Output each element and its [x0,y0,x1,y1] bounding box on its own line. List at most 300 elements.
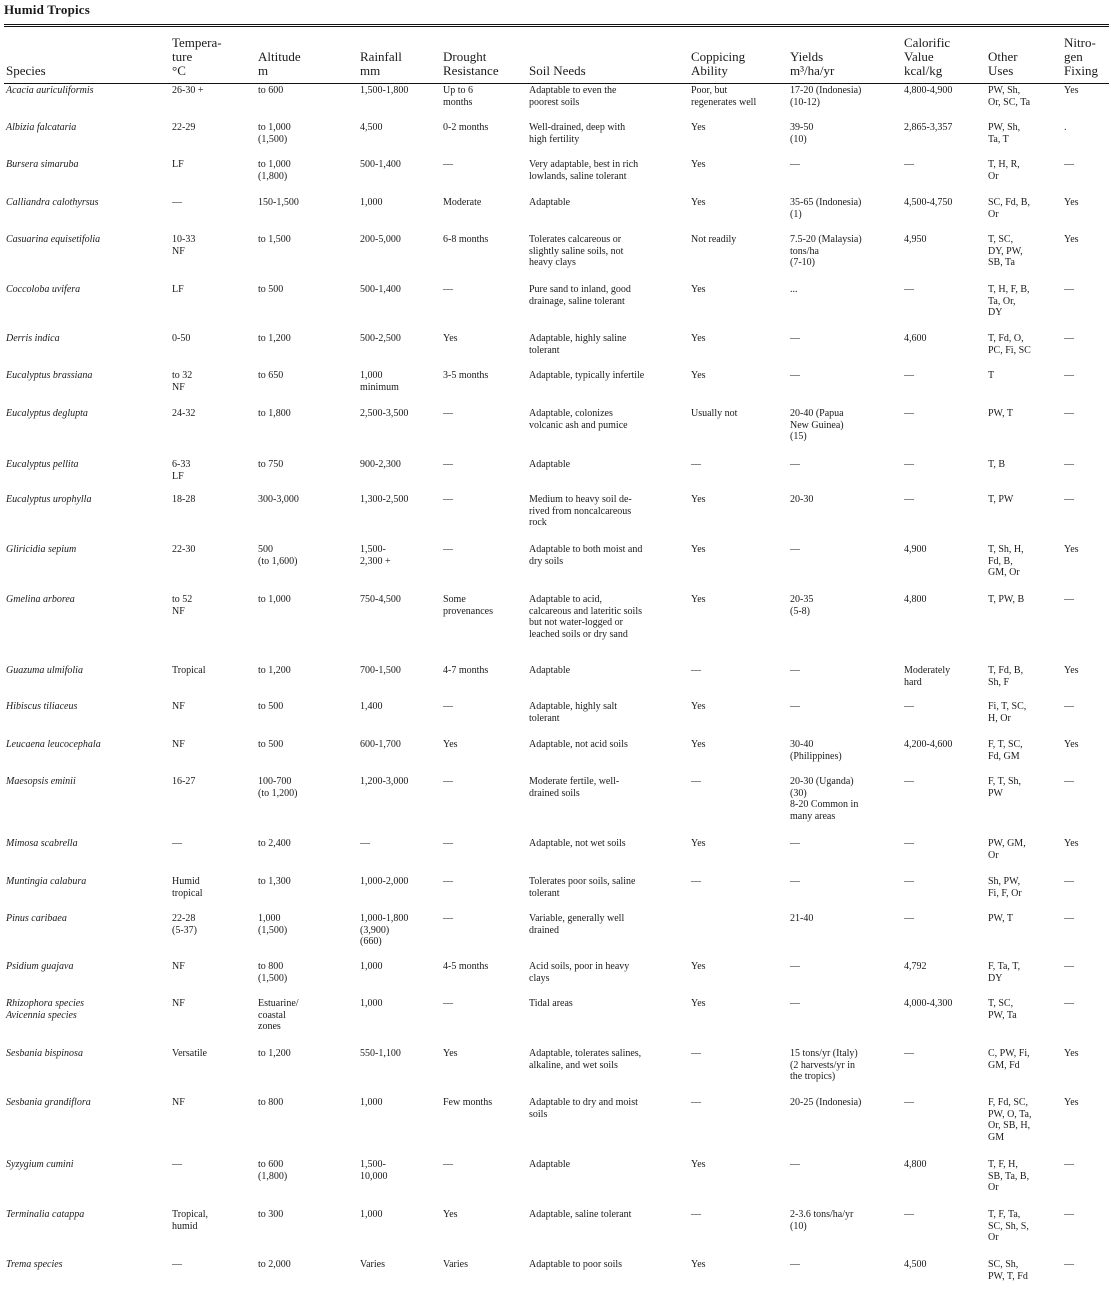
cell-temperature: Tropical [172,665,206,676]
cell-rainfall: — [360,838,370,849]
cell-altitude: to 2,000 [258,1259,291,1270]
cell-coppicing-ability: Yes [691,739,706,750]
cell-species: Maesopsis eminii [6,776,76,787]
cell-calorific-value: — [904,408,914,419]
cell-yields: — [790,159,800,170]
cell-temperature: 26-30 + [172,85,204,96]
header-altitude: Altitude m [258,49,301,78]
header-drought-resistance: Drought Resistance [443,49,499,78]
cell-temperature: 22-29 [172,122,196,133]
cell-nitrogen-fixing: Yes [1064,838,1079,849]
cell-drought-resistance: Yes [443,333,458,344]
cell-temperature: 6-33 LF [172,459,191,482]
cell-rainfall: 200-5,000 [360,234,401,245]
table-row [4,591,1109,662]
cell-temperature: to 52 NF [172,594,193,617]
cell-other-uses: PW, T [988,913,1014,924]
cell-other-uses: Sh, PW, Fi, F, Or [988,876,1022,899]
cell-altitude: to 600 [258,85,284,96]
cell-yields: — [790,701,800,712]
cell-nitrogen-fixing: — [1064,913,1074,924]
cell-soil-needs: Adaptable [529,1159,571,1170]
cell-nitrogen-fixing: Yes [1064,1048,1079,1059]
cell-nitrogen-fixing: Yes [1064,234,1079,245]
cell-other-uses: F, T, Sh, PW [988,776,1022,799]
table-row [4,958,1109,995]
header-coppicing-ability: Coppicing Ability [691,49,746,78]
cell-coppicing-ability: Yes [691,594,706,605]
cell-temperature: Versatile [172,1048,207,1059]
cell-soil-needs: Adaptable, colonizes volcanic ash and pumice [529,408,628,431]
cell-temperature: LF [172,284,184,295]
cell-other-uses: PW, GM, Or [988,838,1026,861]
cell-rainfall: 600-1,700 [360,739,401,750]
cell-soil-needs: Adaptable, highly saline tolerant [529,333,627,356]
cell-other-uses: T, PW, B [988,594,1025,605]
cell-altitude: to 650 [258,370,284,381]
cell-other-uses: T, Sh, H, Fd, B, GM, Or [988,544,1024,578]
header-calorific-value: Calorific Value kcal/kg [904,35,951,78]
cell-rainfall: 900-2,300 [360,459,401,470]
table-row [4,910,1109,958]
cell-species: Terminalia catappa [6,1209,85,1220]
cell-temperature: 16-27 [172,776,196,787]
top-rule-secondary [4,26,1109,27]
cell-soil-needs: Adaptable, tolerates salines, alkaline, and wet soils [529,1048,642,1071]
header-temperature: Tempera- ture °C [172,35,222,78]
cell-altitude: to 800 (1,500) [258,961,288,984]
cell-altitude: to 500 [258,284,284,295]
cell-calorific-value: 4,800 [904,594,927,605]
cell-other-uses: F, Fd, SC, PW, O, Ta, Or, SB, H, GM [988,1097,1032,1143]
cell-altitude: to 1,500 [258,234,291,245]
cell-rainfall: 1,000 minimum [360,370,399,393]
cell-soil-needs: Adaptable to acid, calcareous and lateritic soils but not water-logged or leached soils or dry sand [529,594,643,640]
cell-temperature: Humid tropical [172,876,203,899]
cell-temperature: 0-50 [172,333,191,344]
cell-altitude: 150-1,500 [258,197,299,208]
cell-nitrogen-fixing: — [1064,1209,1074,1220]
cell-species: Eucalyptus urophylla [6,494,92,505]
cell-nitrogen-fixing: — [1064,876,1074,887]
cell-coppicing-ability: Yes [691,961,706,972]
cell-temperature: 18-28 [172,494,196,505]
header-rainfall: Rainfall mm [360,49,402,78]
cell-species: Mimosa scabrella [6,838,78,849]
cell-soil-needs: Tolerates calcareous or slightly saline soils, not heavy clays [529,234,624,268]
cell-species: Sesbania bispinosa [6,1048,83,1059]
cell-temperature: 10-33 NF [172,234,196,257]
cell-drought-resistance: 4-7 months [443,665,489,676]
cell-drought-resistance: — [443,776,453,787]
cell-coppicing-ability: Usually not [691,408,738,419]
cell-rainfall: 1,200-3,000 [360,776,409,787]
cell-other-uses: T, Fd, O, PC, Fi, SC [988,333,1031,356]
cell-coppicing-ability: Yes [691,494,706,505]
cell-soil-needs: Adaptable, not acid soils [529,739,628,750]
cell-species: Muntingia calabura [6,876,87,887]
cell-altitude: to 1,000 (1,800) [258,159,291,182]
cell-coppicing-ability: Yes [691,159,706,170]
header-row [4,30,1109,82]
cell-altitude: to 1,300 [258,876,291,887]
cell-yields: 20-40 (Papua New Guinea) (15) [790,408,844,442]
cell-other-uses: T, SC, DY, PW, SB, Ta [988,234,1023,268]
cell-temperature: 24-32 [172,408,196,419]
cell-other-uses: Fi, T, SC, H, Or [988,701,1027,724]
cell-drought-resistance: 6-8 months [443,234,489,245]
cell-nitrogen-fixing: — [1064,961,1074,972]
cell-nitrogen-fixing: — [1064,408,1074,419]
cell-calorific-value: 4,000-4,300 [904,998,953,1009]
cell-nitrogen-fixing: — [1064,284,1074,295]
cell-nitrogen-fixing: — [1064,494,1074,505]
cell-calorific-value: 4,800 [904,1159,927,1170]
cell-rainfall: 550-1,100 [360,1048,401,1059]
cell-yields: — [790,665,800,676]
cell-soil-needs: Adaptable, highly salt tolerant [529,701,618,724]
cell-drought-resistance: — [443,159,453,170]
cell-altitude: to 500 [258,701,284,712]
cell-rainfall: 1,000 [360,998,383,1009]
cell-species: Rhizophora species Avicennia species [6,998,85,1021]
cell-nitrogen-fixing: — [1064,998,1074,1009]
cell-species: Guazuma ulmifolia [6,665,83,676]
header-species: Species [6,63,46,78]
cell-rainfall: 1,500- 2,300 + [360,544,391,567]
cell-drought-resistance: — [443,701,453,712]
cell-drought-resistance: Yes [443,1048,458,1059]
cell-calorific-value: 4,500 [904,1259,927,1270]
cell-soil-needs: Well-drained, deep with high fertility [529,122,626,145]
table-row [4,367,1109,405]
cell-nitrogen-fixing: — [1064,159,1074,170]
cell-rainfall: 1,500-1,800 [360,85,409,96]
cell-drought-resistance: — [443,284,453,295]
cell-yields: 17-20 (Indonesia) (10-12) [790,85,862,108]
cell-species: Pinus caribaea [6,913,67,924]
cell-other-uses: T, Fd, B, Sh, F [988,665,1024,688]
cell-other-uses: SC, Fd, B, Or [988,197,1030,220]
cell-soil-needs: Adaptable, saline tolerant [529,1209,632,1220]
cell-altitude: to 600 (1,800) [258,1159,288,1182]
cell-soil-needs: Adaptable [529,459,571,470]
cell-other-uses: T, F, Ta, SC, Sh, S, Or [988,1209,1029,1243]
cell-temperature: LF [172,159,184,170]
cell-nitrogen-fixing: — [1064,776,1074,787]
cell-nitrogen-fixing: — [1064,701,1074,712]
cell-species: Coccoloba uvifera [6,284,81,295]
cell-drought-resistance: Up to 6 months [443,85,473,108]
cell-drought-resistance: Moderate [443,197,482,208]
cell-species: Eucalyptus brassiana [6,370,93,381]
cell-calorific-value: — [904,1209,914,1220]
cell-drought-resistance: 0-2 months [443,122,489,133]
cell-rainfall: 700-1,500 [360,665,401,676]
table-row [4,156,1109,194]
cell-yields: 20-30 (Uganda) (30) 8-20 Common in many areas [790,776,859,822]
cell-coppicing-ability: Yes [691,197,706,208]
cell-soil-needs: Adaptable [529,665,571,676]
cell-other-uses: T, B [988,459,1006,470]
cell-calorific-value: — [904,459,914,470]
cell-rainfall: 1,300-2,500 [360,494,409,505]
cell-other-uses: C, PW, Fi, GM, Fd [988,1048,1030,1071]
cell-species: Syzygium cumini [6,1159,74,1170]
cell-soil-needs: Pure sand to inland, good drainage, saline tolerant [529,284,631,307]
cell-calorific-value: — [904,284,914,295]
cell-drought-resistance: Varies [443,1259,468,1270]
cell-altitude: to 300 [258,1209,284,1220]
cell-coppicing-ability [689,910,788,958]
cell-coppicing-ability: Yes [691,1159,706,1170]
cell-rainfall: 500-1,400 [360,159,401,170]
cell-species: Acacia auriculiformis [6,85,94,96]
cell-calorific-value: — [904,370,914,381]
table-row [4,873,1109,910]
cell-species: Gmelina arborea [6,594,75,605]
cell-other-uses: T, SC, PW, Ta [988,998,1017,1021]
cell-altitude: to 750 [258,459,284,470]
table-row [4,231,1109,281]
cell-calorific-value: 4,600 [904,333,927,344]
cell-calorific-value: 4,800-4,900 [904,85,953,96]
cell-calorific-value: 4,900 [904,544,927,555]
cell-temperature: — [172,1159,182,1170]
cell-soil-needs: Adaptable to dry and moist soils [529,1097,638,1120]
table-row [4,491,1109,541]
cell-drought-resistance: — [443,408,453,419]
cell-temperature: NF [172,739,185,750]
cell-yields: 7.5-20 (Malaysia) tons/ha (7-10) [790,234,862,268]
cell-temperature: — [172,1259,182,1270]
cell-rainfall: 1,000-1,800 (3,900) (660) [360,913,409,947]
cell-soil-needs: Tolerates poor soils, saline tolerant [529,876,636,899]
cell-drought-resistance: — [443,838,453,849]
cell-nitrogen-fixing: Yes [1064,85,1079,96]
cell-soil-needs: Adaptable to even the poorest soils [529,85,617,108]
cell-soil-needs: Variable, generally well drained [529,913,625,936]
cell-other-uses: F, Ta, T, DY [988,961,1021,984]
cell-yields: 20-25 (Indonesia) [790,1097,862,1108]
table-row [4,698,1109,736]
table-row [4,835,1109,873]
cell-rainfall: Varies [360,1259,385,1270]
cell-altitude: to 1,000 [258,594,291,605]
cell-other-uses: SC, Sh, PW, T, Fd [988,1259,1028,1282]
cell-nitrogen-fixing: Yes [1064,665,1079,676]
cell-calorific-value: 2,865-3,357 [904,122,953,133]
cell-temperature: to 32 NF [172,370,193,393]
table-row [4,330,1109,367]
table-row [4,1045,1109,1094]
cell-other-uses: T [988,370,995,381]
cell-calorific-value: — [904,838,914,849]
cell-other-uses: T, F, H, SB, Ta, B, Or [988,1159,1030,1193]
cell-rainfall: 500-2,500 [360,333,401,344]
cell-coppicing-ability: Not readily [691,234,737,245]
header-yields: Yields m³/ha/yr [790,49,835,78]
cell-altitude: to 1,000 (1,500) [258,122,291,145]
table-row [4,1256,1109,1286]
cell-yields: 30-40 (Philippines) [790,739,842,762]
cell-species: Calliandra calothyrsus [6,197,99,208]
cell-species: Casuarina equisetifolia [6,234,101,245]
cell-nitrogen-fixing: Yes [1064,197,1079,208]
table-body [4,82,1109,1286]
species-table [4,30,1109,1286]
cell-coppicing-ability: — [691,665,701,676]
cell-species: Albizia falcataria [6,122,77,133]
cell-temperature: 22-28 (5-37) [172,913,197,936]
cell-soil-needs: Adaptable, not wet soils [529,838,626,849]
cell-species: Gliricidia sepium [6,544,77,555]
table-row [4,1206,1109,1256]
table-row [4,194,1109,231]
cell-drought-resistance: 3-5 months [443,370,489,381]
cell-nitrogen-fixing: — [1064,1159,1074,1170]
table-row [4,1094,1109,1156]
table-row [4,405,1109,456]
cell-yields: — [790,961,800,972]
cell-temperature: NF [172,998,185,1009]
table-row [4,773,1109,835]
cell-temperature: 22-30 [172,544,196,555]
top-rule [4,24,1109,25]
cell-temperature: NF [172,961,185,972]
cell-nitrogen-fixing: — [1064,370,1074,381]
cell-altitude: 100-700 (to 1,200) [258,776,298,799]
cell-nitrogen-fixing: — [1064,459,1074,470]
cell-species: Bursera simaruba [6,159,79,170]
cell-altitude: to 1,200 [258,333,291,344]
table-row [4,736,1109,773]
cell-rainfall: 1,000-2,000 [360,876,409,887]
cell-drought-resistance: Some provenances [443,594,493,617]
cell-soil-needs: Acid soils, poor in heavy clays [529,961,630,984]
table-row [4,281,1109,330]
cell-yields: — [790,333,800,344]
table-row [4,995,1109,1045]
cell-yields: 39-50 (10) [790,122,814,145]
cell-temperature: Tropical, humid [172,1209,209,1232]
cell-yields: 20-30 [790,494,814,505]
cell-drought-resistance: 4-5 months [443,961,489,972]
cell-nitrogen-fixing: — [1064,594,1074,605]
cell-yields: — [790,370,800,381]
cell-drought-resistance: — [443,913,453,924]
cell-altitude: 500 (to 1,600) [258,544,298,567]
cell-rainfall: 1,000 [360,1097,383,1108]
cell-species: Sesbania grandiflora [6,1097,91,1108]
cell-drought-resistance: Yes [443,1209,458,1220]
cell-other-uses: T, PW [988,494,1014,505]
section-title: Humid Tropics [4,2,91,17]
cell-calorific-value: 4,500-4,750 [904,197,953,208]
cell-yields: 20-35 (5-8) [790,594,814,617]
cell-coppicing-ability: — [691,459,701,470]
cell-rainfall: 500-1,400 [360,284,401,295]
cell-temperature: — [172,197,182,208]
cell-calorific-value: — [904,776,914,787]
cell-altitude: to 800 [258,1097,284,1108]
cell-rainfall: 4,500 [360,122,383,133]
cell-soil-needs: Adaptable to poor soils [529,1259,623,1270]
cell-yields: — [790,998,800,1009]
cell-drought-resistance: — [443,1159,453,1170]
cell-coppicing-ability: — [691,1209,701,1220]
cell-soil-needs: Adaptable to both moist and dry soils [529,544,643,567]
cell-soil-needs: Tidal areas [529,998,573,1009]
cell-species: Trema species [6,1259,63,1270]
cell-species: Eucalyptus deglupta [6,408,88,419]
cell-nitrogen-fixing: — [1064,1259,1074,1270]
cell-other-uses: PW, Sh, Or, SC, Ta [988,85,1031,108]
cell-calorific-value: 4,792 [904,961,927,972]
cell-altitude: 1,000 (1,500) [258,913,288,936]
cell-species: Hibiscus tiliaceus [6,701,78,712]
cell-coppicing-ability: Yes [691,284,706,295]
cell-yields: 2-3.6 tons/ha/yr (10) [790,1209,854,1232]
cell-yields: 21-40 [790,913,814,924]
cell-coppicing-ability: — [691,1097,701,1108]
cell-rainfall: 1,400 [360,701,383,712]
cell-calorific-value: Moderately hard [904,665,951,688]
table-row [4,662,1109,698]
cell-altitude: Estuarine/ coastal zones [258,998,299,1032]
cell-coppicing-ability: Yes [691,701,706,712]
header-other-uses: Other Uses [988,49,1018,78]
cell-coppicing-ability: Yes [691,1259,706,1270]
cell-temperature: NF [172,1097,185,1108]
cell-rainfall: 750-4,500 [360,594,401,605]
cell-altitude: to 500 [258,739,284,750]
cell-yields: — [790,1259,800,1270]
cell-species: Psidium guajava [6,961,74,972]
cell-coppicing-ability: Yes [691,998,706,1009]
cell-calorific-value: 4,200-4,600 [904,739,953,750]
cell-coppicing-ability: — [691,1048,701,1059]
cell-soil-needs: Very adaptable, best in rich lowlands, saline tolerant [529,159,639,182]
cell-soil-needs: Medium to heavy soil de- rived from noncalcareous rock [529,494,632,528]
header-soil-needs: Soil Needs [529,63,586,78]
cell-nitrogen-fixing: Yes [1064,739,1079,750]
cell-calorific-value: — [904,913,914,924]
cell-yields: — [790,838,800,849]
cell-drought-resistance: — [443,459,453,470]
cell-soil-needs: Adaptable, typically infertile [529,370,645,381]
cell-rainfall: 2,500-3,500 [360,408,409,419]
cell-other-uses: PW, Sh, Ta, T [988,122,1021,145]
cell-species: Eucalyptus pellita [6,459,79,470]
cell-yields: 35-65 (Indonesia) (1) [790,197,862,220]
cell-nitrogen-fixing: Yes [1064,1097,1079,1108]
cell-coppicing-ability: — [691,776,701,787]
cell-other-uses: T, H, R, Or [988,159,1020,182]
cell-yields: — [790,1159,800,1170]
cell-calorific-value: — [904,494,914,505]
cell-altitude: to 1,200 [258,665,291,676]
cell-drought-resistance: — [443,998,453,1009]
cell-altitude: to 1,800 [258,408,291,419]
cell-rainfall: 1,000 [360,197,383,208]
cell-nitrogen-fixing: Yes [1064,544,1079,555]
cell-calorific-value: — [904,1097,914,1108]
cell-coppicing-ability: Yes [691,544,706,555]
cell-yields: — [790,876,800,887]
cell-coppicing-ability: Yes [691,333,706,344]
cell-calorific-value: — [904,159,914,170]
